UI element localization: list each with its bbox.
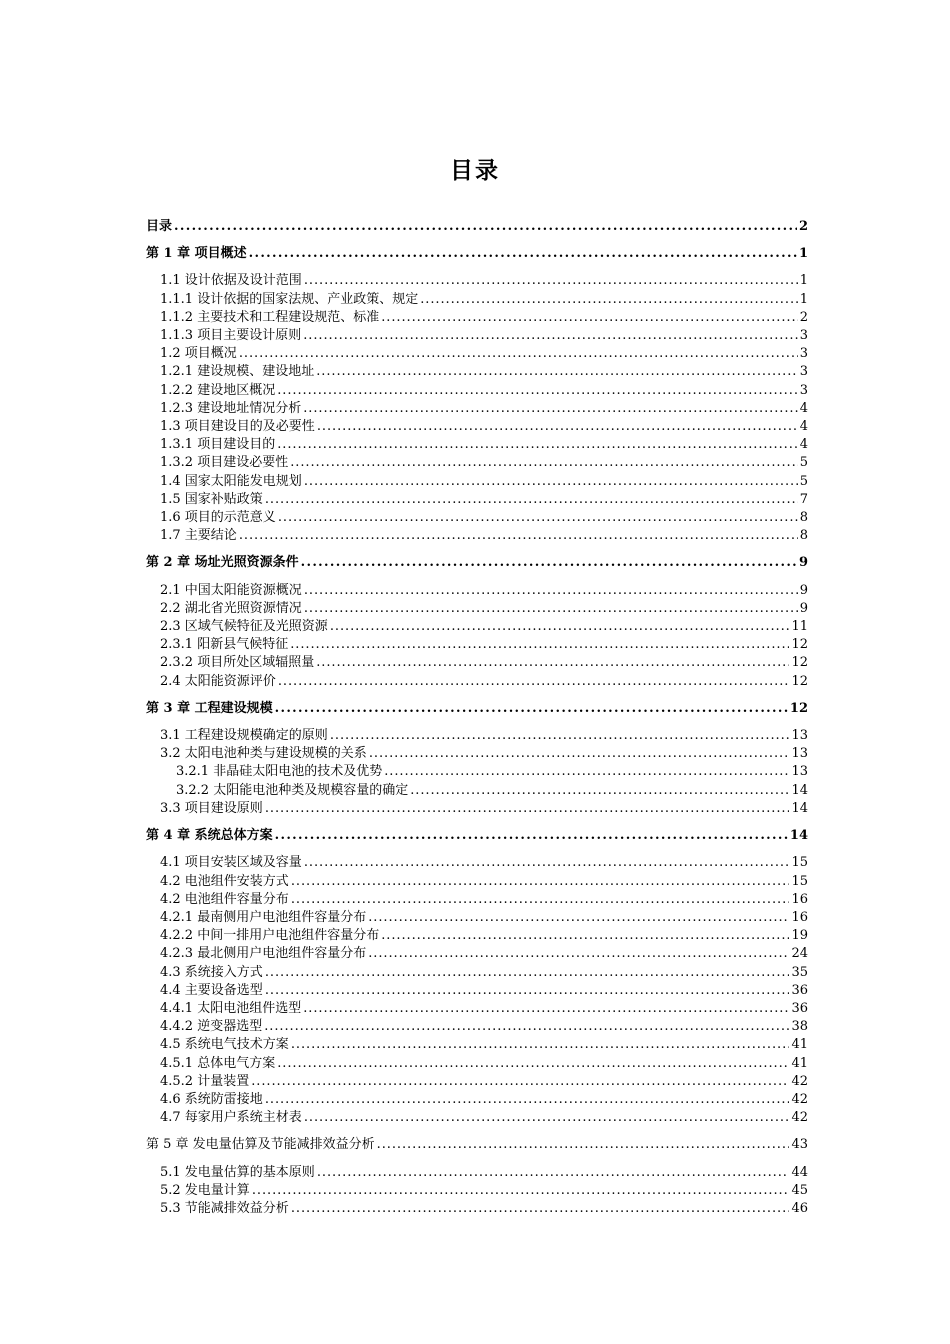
toc-page-number: 2: [799, 309, 808, 325]
toc-entry-label: 4.2.2 中间一排用户电池组件容量分布: [160, 928, 380, 944]
toc-dot-leader: [277, 382, 798, 400]
toc-section-entry[interactable]: [146, 618, 808, 636]
toc-dot-leader: [265, 964, 790, 982]
toc-entry-label: 5.2 发电量计算: [160, 1182, 250, 1198]
toc-entry-label: 5.1 发电量估算的基本原则: [160, 1164, 315, 1180]
toc-dot-leader: [265, 1091, 790, 1109]
toc-dot-leader: [239, 527, 798, 545]
toc-page-number: 15: [791, 855, 808, 871]
toc-entry-label: 3.1 工程建设规模确定的原则: [160, 728, 328, 744]
toc-entry-label: 1.1.1 设计依据的国家法规、产业政策、规定: [160, 291, 419, 307]
toc-entry-label: 4.3 系统接入方式: [160, 964, 263, 980]
toc-dot-leader: [277, 1055, 789, 1073]
toc-entry-label: 1.5 国家补贴政策: [160, 491, 263, 507]
toc-dot-leader: [278, 509, 798, 527]
toc-page-number: 36: [791, 1000, 808, 1016]
toc-page-number: 9: [799, 600, 808, 616]
toc-dot-leader: [174, 218, 797, 236]
toc-entry-label: 4.1 项目安装区域及容量: [160, 855, 302, 871]
toc-dot-leader: [291, 1036, 790, 1054]
toc-section-entry[interactable]: [146, 909, 808, 927]
toc-page-number: 1: [799, 273, 808, 289]
toc-page-number: 38: [791, 1019, 808, 1035]
toc-dot-leader: [277, 436, 798, 454]
toc-dot-leader: [239, 345, 798, 363]
toc-dot-leader: [252, 1182, 790, 1200]
toc-section-entry[interactable]: [146, 891, 808, 909]
toc-page-number: 16: [791, 891, 808, 907]
toc-section-entry[interactable]: [146, 1109, 808, 1127]
toc-entry-label: 第 4 章 系统总体方案: [146, 828, 273, 844]
toc-dot-leader: [303, 1000, 789, 1018]
toc-page-number: 1: [798, 246, 808, 262]
toc-entry-label: 4.2.3 最北侧用户电池组件容量分布: [160, 946, 367, 962]
toc-page-number: 11: [791, 619, 808, 635]
toc-entry-label: 5.3 节能减排效益分析: [160, 1200, 289, 1216]
toc-entry-label: 3.2.2 太阳能电池种类及规模容量的确定: [176, 782, 409, 798]
toc-section-entry[interactable]: [146, 782, 808, 800]
toc-page-number: 41: [791, 1055, 808, 1071]
page-title: 目录: [450, 158, 500, 184]
toc-page-number: 3: [799, 346, 808, 362]
toc-page-number: 5: [799, 473, 808, 489]
toc-entry-label: 4.7 每家用户系统主材表: [160, 1110, 302, 1126]
toc-page-number: 14: [791, 782, 808, 798]
toc-dot-leader: [265, 800, 790, 818]
toc-section-entry[interactable]: [146, 745, 808, 763]
toc-dot-leader: [304, 1109, 790, 1127]
toc-page-number: 8: [799, 528, 808, 544]
toc-entry-label: 2.3.2 项目所处区域辐照量: [160, 655, 315, 671]
toc-entry-label: 4.6 系统防雷接地: [160, 1091, 263, 1107]
toc-section-entry[interactable]: [146, 1073, 808, 1091]
toc-chapter-entry[interactable]: [146, 218, 808, 236]
toc-dot-leader: [317, 418, 798, 436]
toc-section-entry[interactable]: [146, 1000, 808, 1018]
toc-section-entry[interactable]: [146, 473, 808, 491]
toc-page-number: 3: [799, 328, 808, 344]
toc-entry-label: 1.7 主要结论: [160, 528, 237, 544]
toc-dot-leader: [265, 982, 790, 1000]
toc-section-entry[interactable]: [146, 491, 808, 509]
toc-chapter-entry[interactable]: [146, 245, 808, 263]
toc-dot-leader: [278, 673, 790, 691]
toc-page-number: 4: [799, 400, 808, 416]
toc-page-number: 42: [791, 1091, 808, 1107]
toc-dot-leader: [304, 854, 790, 872]
toc-section-entry[interactable]: [146, 1055, 808, 1073]
toc-section-entry[interactable]: [146, 800, 808, 818]
toc-section-entry[interactable]: [146, 509, 808, 527]
toc-chapter-entry[interactable]: [146, 554, 808, 572]
toc-section-entry[interactable]: [146, 600, 808, 618]
toc-page-number: 12: [789, 700, 808, 716]
toc-entry-label: 1.3.1 项目建设目的: [160, 437, 276, 453]
toc-dot-leader: [265, 491, 798, 509]
toc-section-entry[interactable]: [146, 272, 808, 290]
toc-section-entry[interactable]: [146, 763, 808, 781]
toc-dot-leader: [368, 945, 789, 963]
toc-page-number: 3: [799, 364, 808, 380]
toc-entry-label: 3.2 太阳电池种类与建设规模的关系: [160, 746, 367, 762]
table-of-contents: [146, 218, 808, 1218]
toc-dot-leader: [249, 245, 797, 263]
toc-section-entry[interactable]: [146, 636, 808, 654]
toc-section-entry[interactable]: [146, 982, 808, 1000]
toc-dot-leader: [251, 1073, 789, 1091]
toc-section-entry[interactable]: [146, 327, 808, 345]
toc-entry-label: 4.2 电池组件容量分布: [160, 891, 289, 907]
toc-section-entry[interactable]: [146, 1018, 808, 1036]
toc-entry-label: 4.4 主要设备选型: [160, 982, 263, 998]
toc-entry-label: 1.3 项目建设目的及必要性: [160, 419, 315, 435]
toc-entry-label: 3.3 项目建设原则: [160, 800, 263, 816]
toc-entry-label: 1.2.1 建设规模、建设地址: [160, 364, 315, 380]
toc-section-entry[interactable]: [146, 1182, 808, 1200]
toc-entry-label: 4.2 电池组件安装方式: [160, 873, 289, 889]
toc-section-entry[interactable]: [146, 400, 808, 418]
toc-section-entry[interactable]: [146, 927, 808, 945]
toc-entry-label: 1.1 设计依据及设计范围: [160, 273, 302, 289]
toc-section-entry[interactable]: [146, 873, 808, 891]
toc-chapter-entry[interactable]: [146, 700, 808, 718]
toc-dot-leader: [275, 700, 788, 718]
toc-section-entry[interactable]: [146, 418, 808, 436]
toc-entry-label: 1.2.2 建设地区概况: [160, 382, 276, 398]
toc-page-number: 44: [791, 1164, 808, 1180]
toc-dot-leader: [290, 636, 789, 654]
toc-dot-leader: [316, 363, 798, 381]
toc-section-entry[interactable]: [146, 1164, 808, 1182]
toc-page-number: 8: [799, 510, 808, 526]
toc-entry-label: 3.2.1 非晶硅太阳电池的技术及优势: [176, 764, 383, 780]
toc-page-number: 13: [791, 728, 808, 744]
toc-entry-label: 1.6 项目的示范意义: [160, 510, 276, 526]
toc-dot-leader: [420, 291, 798, 309]
toc-dot-leader: [381, 927, 789, 945]
toc-dot-leader: [303, 400, 798, 418]
toc-section-entry[interactable]: [146, 382, 808, 400]
toc-dot-leader: [381, 309, 798, 327]
toc-page-number: 7: [799, 491, 808, 507]
toc-page-number: 24: [791, 946, 808, 962]
toc-page-number: 9: [799, 582, 808, 598]
toc-entry-label: 1.3.2 项目建设必要性: [160, 455, 289, 471]
toc-section-entry[interactable]: [146, 854, 808, 872]
toc-entry-label: 4.5.2 计量装置: [160, 1073, 250, 1089]
toc-page-number: 42: [791, 1110, 808, 1126]
toc-entry-label: 4.4.2 逆变器选型: [160, 1019, 263, 1035]
toc-section-entry[interactable]: [146, 309, 808, 327]
toc-entry-label: 第 1 章 项目概述: [146, 246, 247, 262]
toc-section-entry[interactable]: [146, 1091, 808, 1109]
toc-dot-leader: [368, 909, 789, 927]
toc-section-entry[interactable]: [146, 436, 808, 454]
toc-page-number: 12: [791, 637, 808, 653]
toc-entry-label: 2.4 太阳能资源评价: [160, 673, 276, 689]
toc-page-number: 46: [791, 1200, 808, 1216]
toc-entry-label: 2.2 湖北省光照资源情况: [160, 600, 302, 616]
toc-page-number: 19: [791, 928, 808, 944]
toc-entry-label: 1.2 项目概况: [160, 346, 237, 362]
toc-section-entry[interactable]: [146, 673, 808, 691]
toc-entry-label: 1.4 国家太阳能发电规划: [160, 473, 302, 489]
toc-page-number: 41: [791, 1037, 808, 1053]
toc-dot-leader: [330, 618, 790, 636]
toc-page-number: 1: [799, 291, 808, 307]
toc-entry-label: 1.2.3 建设地址情况分析: [160, 400, 302, 416]
toc-dot-leader: [291, 891, 790, 909]
toc-page-number: 9: [798, 555, 808, 571]
toc-page-number: 15: [791, 873, 808, 889]
toc-page-number: 43: [791, 1137, 808, 1153]
toc-page-number: 3: [799, 382, 808, 398]
toc-entry-label: 第 5 章 发电量估算及节能减排效益分析: [146, 1137, 375, 1153]
toc-page-number: 35: [791, 964, 808, 980]
toc-dot-leader: [410, 782, 789, 800]
toc-entry-label: 4.5.1 总体电气方案: [160, 1055, 276, 1071]
toc-page-number: 4: [799, 437, 808, 453]
toc-dot-leader: [304, 473, 798, 491]
toc-dot-leader: [377, 1136, 790, 1154]
toc-section-entry[interactable]: [146, 363, 808, 381]
toc-entry-label: 1.1.3 项目主要设计原则: [160, 328, 302, 344]
toc-page-number: 14: [789, 828, 808, 844]
toc-section-entry[interactable]: [146, 945, 808, 963]
toc-dot-leader: [264, 1018, 789, 1036]
toc-entry-label: 2.1 中国太阳能资源概况: [160, 582, 302, 598]
toc-section-entry[interactable]: [146, 454, 808, 472]
toc-page-number: 36: [791, 982, 808, 998]
toc-entry-label: 第 3 章 工程建设规模: [146, 700, 273, 716]
toc-dot-leader: [303, 327, 798, 345]
toc-page-number: 13: [791, 764, 808, 780]
toc-section-entry[interactable]: [146, 527, 808, 545]
toc-section-entry[interactable]: [146, 964, 808, 982]
toc-dot-leader: [330, 727, 790, 745]
toc-entry-label: 第 2 章 场址光照资源条件: [146, 555, 299, 571]
toc-section-entry[interactable]: [146, 582, 808, 600]
toc-entry-label: 4.2.1 最南侧用户电池组件容量分布: [160, 909, 367, 925]
toc-page-number: 2: [798, 219, 808, 234]
toc-chapter-entry[interactable]: [146, 827, 808, 845]
toc-page-number: 45: [791, 1182, 808, 1198]
toc-section-entry[interactable]: [146, 291, 808, 309]
toc-chapter-entry[interactable]: [146, 1136, 808, 1154]
toc-page-number: 14: [791, 800, 808, 816]
toc-entry-label: 4.5 系统电气技术方案: [160, 1037, 289, 1053]
toc-dot-leader: [304, 600, 798, 618]
toc-page-number: 5: [799, 455, 808, 471]
toc-page-number: 16: [791, 909, 808, 925]
toc-section-entry[interactable]: [146, 727, 808, 745]
toc-dot-leader: [304, 272, 798, 290]
toc-section-entry[interactable]: [146, 1036, 808, 1054]
toc-dot-leader: [369, 745, 790, 763]
toc-page-number: 4: [799, 419, 808, 435]
toc-entry-label: 2.3.1 阳新县气候特征: [160, 637, 289, 653]
toc-dot-leader: [290, 454, 798, 472]
toc-dot-leader: [316, 654, 789, 672]
toc-dot-leader: [291, 1200, 790, 1218]
toc-dot-leader: [304, 582, 798, 600]
toc-dot-leader: [301, 554, 797, 572]
toc-page-number: 12: [791, 673, 808, 689]
toc-entry-label: 4.4.1 太阳电池组件选型: [160, 1000, 302, 1016]
toc-entry-label: 1.1.2 主要技术和工程建设规范、标准: [160, 309, 380, 325]
toc-page-number: 12: [791, 655, 808, 671]
toc-dot-leader: [317, 1164, 790, 1182]
toc-section-entry[interactable]: [146, 345, 808, 363]
toc-dot-leader: [384, 763, 789, 781]
toc-page-number: 13: [791, 746, 808, 762]
toc-entry-label: 目录: [146, 219, 173, 234]
toc-dot-leader: [275, 827, 788, 845]
toc-page-number: 42: [791, 1073, 808, 1089]
toc-entry-label: 2.3 区域气候特征及光照资源: [160, 619, 328, 635]
toc-section-entry[interactable]: [146, 1200, 808, 1218]
toc-dot-leader: [291, 873, 790, 891]
toc-section-entry[interactable]: [146, 654, 808, 672]
